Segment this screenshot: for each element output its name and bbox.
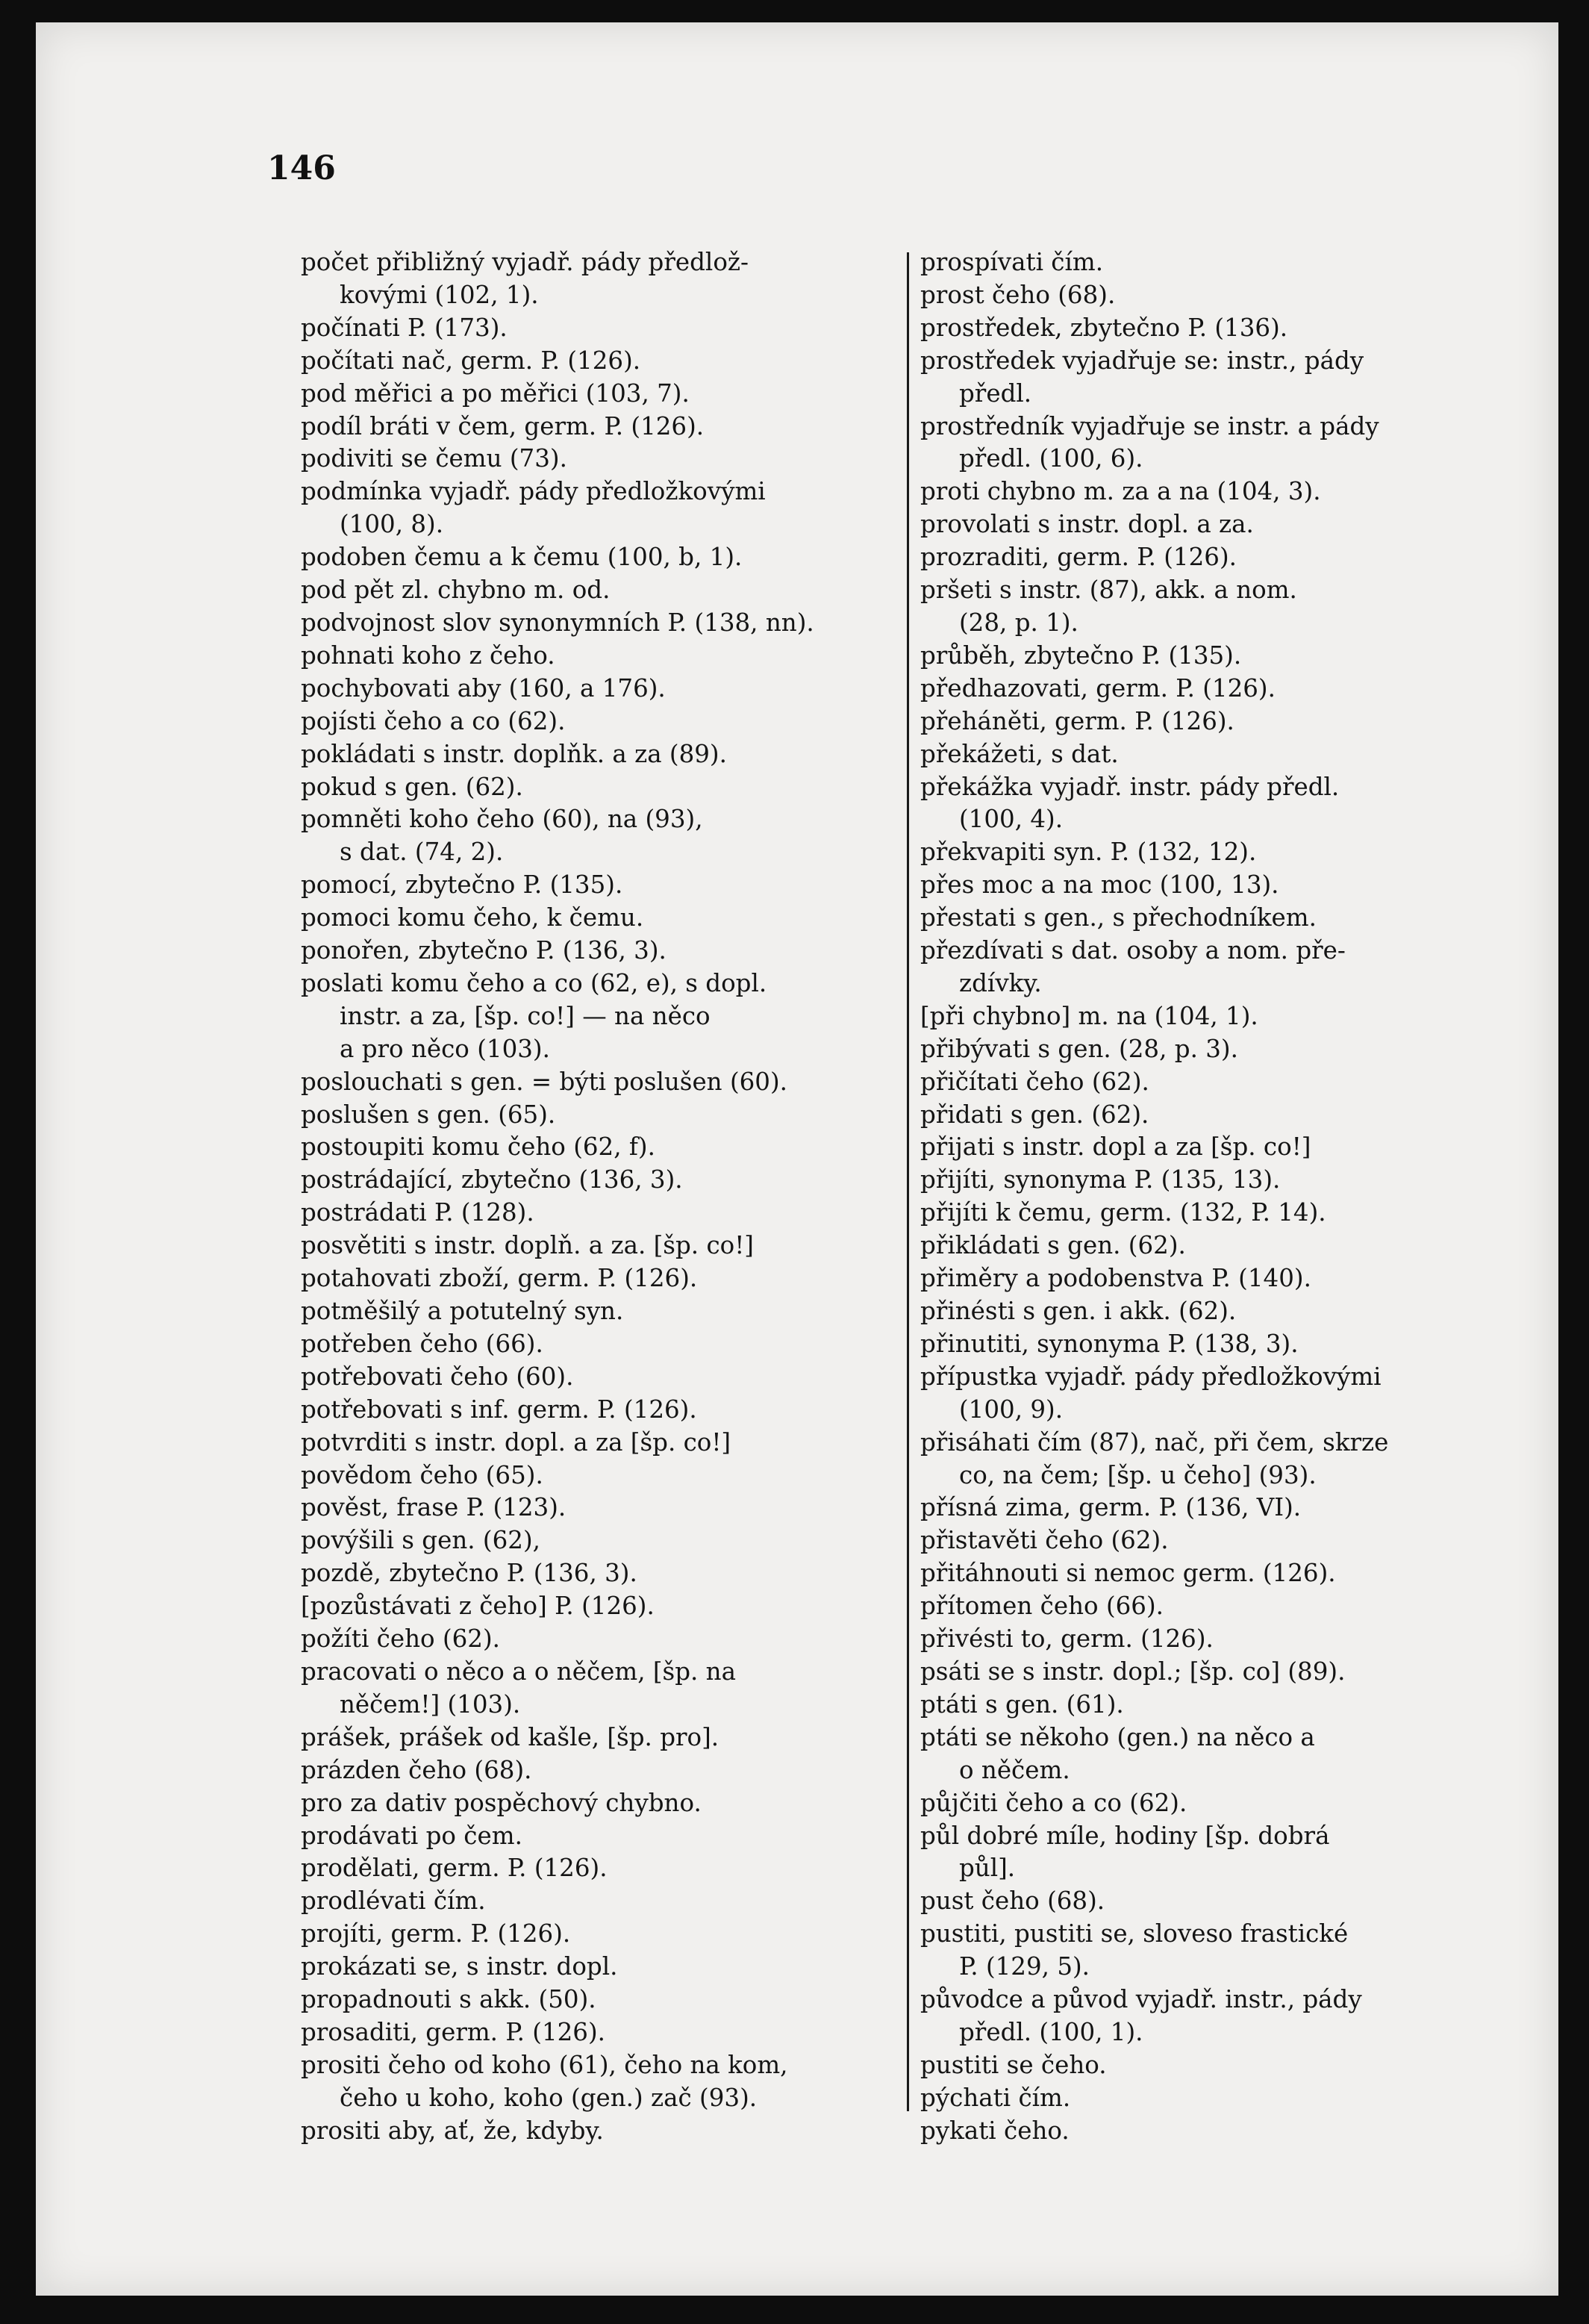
entry-line: potměšilý a potutelný syn.: [301, 1297, 624, 1325]
dictionary-entry: [301, 1164, 898, 1197]
dictionary-entry: [301, 2049, 898, 2115]
dictionary-entry: [920, 1066, 1510, 1099]
entry-line: předhazovati, germ. P. (126).: [920, 673, 1276, 703]
entry-line: přijati s instr. dopl a za [šp. co!]: [920, 1133, 1311, 1162]
entry-line: půl].: [959, 1854, 1016, 1883]
entry-line: prostředník vyjadřuje se instr. a pády: [920, 411, 1379, 440]
dictionary-entry: [920, 1689, 1510, 1722]
entry-line: pojísti čeho a co (62).: [301, 706, 566, 735]
entry-line: prokázati se, s instr. dopl.: [301, 1952, 618, 1981]
dictionary-entry: [301, 1852, 898, 1885]
entry-line: co, na čem; [šp. u čeho] (93).: [959, 1460, 1317, 1489]
entry-line: podoben čemu a k čemu (100, b, 1).: [301, 543, 743, 572]
entry-line: pozdě, zbytečno P. (136, 3).: [301, 1559, 637, 1588]
entry-line: provolati s instr. dopl. a za.: [920, 510, 1254, 539]
entry-line: pustiti se čeho.: [920, 2050, 1107, 2079]
entry-line: přísná zima, germ. P. (136, VI).: [920, 1493, 1302, 1522]
entry-line: P. (129, 5).: [959, 1952, 1090, 1981]
dictionary-entry: [920, 1918, 1510, 1984]
entry-line: (100, 8).: [340, 510, 444, 539]
dictionary-entry: [920, 771, 1510, 837]
dictionary-entry: [920, 508, 1510, 541]
entry-line: přistavěti čeho (62).: [920, 1526, 1169, 1555]
dictionary-entry: [920, 1099, 1510, 1132]
dictionary-entry: [301, 935, 898, 968]
dictionary-entry: [920, 705, 1510, 738]
dictionary-entry: [920, 1427, 1510, 1492]
dictionary-entry: [301, 1394, 898, 1427]
dictionary-entry: [301, 1590, 898, 1623]
dictionary-entry: [920, 1787, 1510, 1820]
dictionary-entry: [301, 1885, 898, 1918]
dictionary-entry: [920, 1164, 1510, 1197]
entry-line: posvětiti s instr. doplň. a za. [šp. co!]: [301, 1231, 754, 1260]
dictionary-entry: [301, 2016, 898, 2049]
dictionary-entry: [920, 279, 1510, 312]
dictionary-entry: [920, 1557, 1510, 1590]
dictionary-entry: [920, 2115, 1510, 2148]
entry-line: podiviti se čemu (73).: [301, 444, 567, 473]
entry-line: poslušen s gen. (65).: [301, 1100, 556, 1129]
dictionary-entry: [920, 574, 1510, 640]
entry-line: počínati P. (173).: [301, 313, 508, 342]
dictionary-entry: [301, 1918, 898, 1951]
dictionary-entry: [301, 607, 898, 640]
dictionary-entry: [301, 640, 898, 673]
entry-line: přinésti s gen. i akk. (62).: [920, 1297, 1237, 1325]
dictionary-entry: [920, 1885, 1510, 1918]
entry-line: pověst, frase P. (123).: [301, 1493, 566, 1522]
entry-line: pomocí, zbytečno P. (135).: [301, 870, 623, 900]
entry-line: poslouchati s gen. = býti poslušen (60).: [301, 1067, 787, 1096]
entry-line: pokládati s instr. doplňk. a za (89).: [301, 739, 727, 768]
dictionary-entry: [301, 1951, 898, 1984]
entry-line: překvapiti syn. P. (132, 12).: [920, 838, 1257, 867]
dictionary-entry: [920, 1000, 1510, 1033]
entry-line: překážka vyjadř. instr. pády předl.: [920, 772, 1340, 801]
dictionary-entry: [301, 1459, 898, 1492]
right-column: [920, 246, 1510, 2148]
entry-line: prodávati po čem.: [301, 1821, 522, 1850]
entry-line: prospívati čím.: [920, 248, 1104, 276]
dictionary-entry: [920, 1361, 1510, 1427]
dictionary-entry: [301, 1295, 898, 1328]
dictionary-entry: [301, 443, 898, 476]
entry-line: postoupiti komu čeho (62, f).: [301, 1133, 655, 1162]
dictionary-entry: [301, 411, 898, 443]
entry-line: pršeti s instr. (87), akk. a nom.: [920, 576, 1297, 605]
entry-line: prodělati, germ. P. (126).: [301, 1854, 608, 1883]
dictionary-entry: [301, 738, 898, 771]
dictionary-entry: [301, 1427, 898, 1459]
entry-line: přinutiti, synonyma P. (138, 3).: [920, 1329, 1299, 1358]
entry-line: pýchati čím.: [920, 2083, 1071, 2112]
dictionary-entry: [301, 312, 898, 345]
dictionary-entry: [920, 640, 1510, 673]
entry-line: povýšili s gen. (62),: [301, 1526, 540, 1555]
entry-line: (100, 4).: [959, 805, 1064, 834]
dictionary-entry: [301, 1984, 898, 2016]
dictionary-entry: [301, 476, 898, 541]
entry-line: pod měřici a po měřici (103, 7).: [301, 378, 690, 408]
entry-line: pod pět zl. chybno m. od.: [301, 576, 611, 605]
entry-line: proti chybno m. za a na (104, 3).: [920, 477, 1321, 506]
entry-line: pochybovati aby (160, a 176).: [301, 673, 666, 703]
entry-line: zdívky.: [959, 968, 1042, 997]
entry-line: pust čeho (68).: [920, 1887, 1105, 1916]
entry-line: a pro něco (103).: [340, 1034, 550, 1063]
dictionary-entry: [301, 1492, 898, 1524]
entry-line: pohnati koho z čeho.: [301, 641, 555, 670]
entry-line: prostředek, zbytečno P. (136).: [920, 313, 1288, 342]
entry-line: přivésti to, germ. (126).: [920, 1624, 1214, 1654]
dictionary-entry: [920, 673, 1510, 705]
entry-line: pykati čeho.: [920, 2116, 1070, 2145]
dictionary-entry: [920, 1590, 1510, 1623]
entry-line: průběh, zbytečno P. (135).: [920, 641, 1242, 670]
entry-line: pracovati o něco a o něčem, [šp. na: [301, 1657, 736, 1686]
dictionary-entry: [920, 541, 1510, 574]
entry-line: počet přibližný vyjadř. pády předlož-: [301, 248, 749, 276]
entry-line: prozraditi, germ. P. (126).: [920, 543, 1237, 572]
entry-line: postrádati P. (128).: [301, 1198, 534, 1227]
entry-line: přidati s gen. (62).: [920, 1100, 1149, 1129]
entry-line: půl dobré míle, hodiny [šp. dobrá: [920, 1821, 1330, 1850]
entry-line: něčem!] (103).: [340, 1689, 521, 1719]
dictionary-entry: [301, 902, 898, 935]
dictionary-entry: [301, 1722, 898, 1754]
entry-line: přestati s gen., s přechodníkem.: [920, 903, 1317, 932]
entry-line: původce a původ vyjadř. instr., pády: [920, 1985, 1362, 2014]
dictionary-entry: [920, 1262, 1510, 1295]
dictionary-entry: [920, 1492, 1510, 1524]
dictionary-entry: [920, 902, 1510, 935]
dictionary-entry: [301, 1623, 898, 1656]
entry-line: kovými (102, 1).: [340, 280, 539, 309]
dictionary-entry: [920, 2049, 1510, 2082]
entry-line: počítati nač, germ. P. (126).: [301, 346, 641, 375]
left-column: [301, 246, 898, 2148]
dictionary-entry: [920, 836, 1510, 869]
dictionary-entry: [920, 1197, 1510, 1230]
dictionary-entry: [920, 1722, 1510, 1787]
dictionary-entry: [301, 1557, 898, 1590]
entry-line: instr. a za, [šp. co!] — na něco: [340, 1001, 711, 1030]
entry-line: přičítati čeho (62).: [920, 1067, 1149, 1096]
dictionary-entry: [301, 869, 898, 902]
dictionary-entry: [920, 1131, 1510, 1164]
dictionary-entry: [920, 1623, 1510, 1656]
dictionary-entry: [920, 1230, 1510, 1262]
dictionary-entry: [920, 1328, 1510, 1361]
entry-line: propadnouti s akk. (50).: [301, 1985, 596, 2014]
entry-line: pokud s gen. (62).: [301, 772, 523, 801]
dictionary-entry: [920, 2082, 1510, 2115]
entry-line: přijíti k čemu, germ. (132, P. 14).: [920, 1198, 1326, 1227]
entry-line: přikládati s gen. (62).: [920, 1231, 1186, 1260]
entry-line: prosaditi, germ. P. (126).: [301, 2017, 605, 2046]
entry-line: postrádající, zbytečno (136, 3).: [301, 1165, 683, 1194]
entry-line: podmínka vyjadř. pády předložkovými: [301, 477, 766, 506]
entry-line: přezdívati s dat. osoby a nom. pře-: [920, 936, 1346, 965]
dictionary-entry: [920, 1524, 1510, 1557]
dictionary-entry: [301, 673, 898, 705]
entry-line: přes moc a na moc (100, 13).: [920, 870, 1279, 900]
entry-line: potvrditi s instr. dopl. a za [šp. co!]: [301, 1427, 731, 1457]
dictionary-entry: [301, 803, 898, 869]
dictionary-entry: [301, 771, 898, 804]
dictionary-entry: [301, 1820, 898, 1853]
dictionary-entry: [920, 935, 1510, 1000]
entry-line: přeháněti, germ. P. (126).: [920, 706, 1234, 735]
dictionary-entry: [920, 246, 1510, 279]
entry-line: o něčem.: [959, 1755, 1070, 1784]
dictionary-entry: [301, 705, 898, 738]
entry-line: ptáti se někoho (gen.) na něco a: [920, 1722, 1315, 1751]
entry-line: prost čeho (68).: [920, 280, 1116, 309]
entry-line: předl.: [959, 378, 1032, 408]
dictionary-entry: [301, 1262, 898, 1295]
entry-line: ptáti s gen. (61).: [920, 1689, 1124, 1719]
entry-line: s dat. (74, 2).: [340, 838, 504, 867]
entry-line: pomoci komu čeho, k čemu.: [301, 903, 644, 932]
entry-line: projíti, germ. P. (126).: [301, 1919, 571, 1948]
dictionary-entry: [920, 312, 1510, 345]
entry-line: pomněti koho čeho (60), na (93),: [301, 805, 703, 834]
entry-line: [pozůstávati z čeho] P. (126).: [301, 1592, 655, 1621]
dictionary-entry: [920, 1820, 1510, 1886]
entry-line: čeho u koho, koho (gen.) zač (93).: [340, 2083, 758, 2112]
dictionary-entry: [920, 738, 1510, 771]
entry-line: prášek, prášek od kašle, [šp. pro].: [301, 1722, 719, 1751]
dictionary-entry: [301, 1328, 898, 1361]
entry-line: potřebovati čeho (60).: [301, 1362, 574, 1391]
dictionary-entry: [301, 246, 898, 312]
dictionary-entry: [301, 2115, 898, 2148]
dictionary-entry: [301, 345, 898, 378]
entry-line: potřebovati s inf. germ. P. (126).: [301, 1395, 697, 1424]
entry-line: potahovati zboží, germ. P. (126).: [301, 1264, 698, 1293]
entry-line: předl. (100, 6).: [959, 444, 1143, 473]
entry-line: poslati komu čeho a co (62, e), s dopl.: [301, 968, 767, 997]
dictionary-entry: [301, 574, 898, 607]
entry-line: přitáhnouti si nemoc germ. (126).: [920, 1559, 1336, 1588]
dictionary-entry: [301, 541, 898, 574]
entry-line: požíti čeho (62).: [301, 1624, 500, 1654]
entry-line: podvojnost slov synonymních P. (138, nn).: [301, 608, 814, 637]
dictionary-entry: [920, 1656, 1510, 1689]
dictionary-entry: [301, 378, 898, 411]
entry-line: [při chybno] m. na (104, 1).: [920, 1001, 1258, 1030]
entry-line: prositi aby, ať, že, kdyby.: [301, 2116, 604, 2145]
entry-line: podíl bráti v čem, germ. P. (126).: [301, 411, 705, 440]
entry-line: psáti se s instr. dopl.; [šp. co] (89).: [920, 1657, 1346, 1686]
entry-line: přítomen čeho (66).: [920, 1592, 1164, 1621]
dictionary-entry: [301, 1197, 898, 1230]
dictionary-entry: [920, 869, 1510, 902]
entry-line: (100, 9).: [959, 1395, 1064, 1424]
dictionary-entry: [920, 476, 1510, 508]
entry-line: přijíti, synonyma P. (135, 13).: [920, 1165, 1281, 1194]
entry-line: ponořen, zbytečno P. (136, 3).: [301, 936, 666, 965]
dictionary-entry: [920, 1984, 1510, 2049]
entry-line: povědom čeho (65).: [301, 1460, 543, 1489]
entry-line: prositi čeho od koho (61), čeho na kom,: [301, 2050, 788, 2079]
entry-line: přiměry a podobenstva P. (140).: [920, 1264, 1311, 1293]
dictionary-entry: [301, 1066, 898, 1099]
entry-line: přípustka vyjadř. pády předložkovými: [920, 1362, 1382, 1391]
dictionary-entry: [301, 1230, 898, 1262]
entry-line: (28, p. 1).: [959, 608, 1078, 637]
entry-line: překážeti, s dat.: [920, 739, 1119, 768]
entry-line: půjčiti čeho a co (62).: [920, 1788, 1187, 1817]
entry-line: předl. (100, 1).: [959, 2017, 1143, 2046]
entry-line: potřeben čeho (66).: [301, 1329, 543, 1358]
dictionary-entry: [301, 1754, 898, 1787]
dictionary-entry: [920, 1033, 1510, 1066]
dictionary-entry: [301, 1524, 898, 1557]
dictionary-entry: [301, 968, 898, 1066]
entry-line: přibývati s gen. (28, p. 3).: [920, 1034, 1238, 1063]
dictionary-entry: [920, 345, 1510, 411]
dictionary-entry: [301, 1099, 898, 1132]
column-divider: [907, 252, 909, 2111]
dictionary-page: [36, 22, 1558, 2296]
entry-line: pro za dativ pospěchový chybno.: [301, 1788, 702, 1817]
dictionary-entry: [301, 1656, 898, 1722]
entry-line: prázden čeho (68).: [301, 1755, 532, 1784]
entry-line: prodlévati čím.: [301, 1887, 486, 1916]
dictionary-entry: [920, 411, 1510, 476]
dictionary-entry: [920, 1295, 1510, 1328]
dictionary-entry: [301, 1361, 898, 1394]
dictionary-entry: [301, 1131, 898, 1164]
entry-line: přisáhati čím (87), nač, při čem, skrze: [920, 1427, 1389, 1457]
page-number: 146: [267, 149, 336, 187]
entry-line: pustiti, pustiti se, sloveso frastické: [920, 1919, 1349, 1948]
dictionary-entry: [301, 1787, 898, 1820]
entry-line: prostředek vyjadřuje se: instr., pády: [920, 346, 1364, 375]
